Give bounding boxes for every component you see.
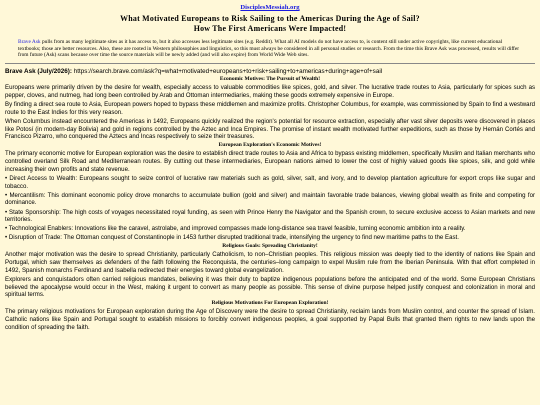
paragraph: • Disruption of Trade: The Ottoman conquest of Constantinople in 1453 further disrupted traditional trade, intensifying the urgency to find new maritime paths to the East.	[5, 234, 459, 242]
site-link[interactable]: DisciplesMessiah.org	[240, 4, 300, 11]
brave-ask-link[interactable]: Brave Ask	[18, 39, 41, 45]
section-heading: Religious Motivations For European Exploration!	[211, 300, 329, 307]
article-body	[5, 76, 535, 331]
paragraph: Explorers and conquistadors often carried religious mandates, believing it was their duty to baptize indigenous populations before the anticipated end of the world. Some European Christians believed the apocalypse would occur in the West, making it urgent to convert as many people as possible. This sense of divine purpose helped justify conquest and colonization in moral and spiritual terms.	[5, 275, 535, 299]
section-heading: European Exploration's Economic Motives!	[218, 142, 322, 149]
paragraph: • Mercantilism: This dominant economic policy drove monarchs to accumulate bullion (gold and silver) and maintain favorable trade balances, viewing global wealth as finite and competing for dominance.	[5, 191, 535, 207]
paragraph: The primary economic motive for European exploration was the desire to establish direct trade routes to Asia and Africa to bypass existing middlemen, specifically Muslim and Italian merchants who controlled overland Silk Road and Mediterranean routes. By cutting out these intermediaries, European nations aimed to lower the cost of highly valued goods like spices, silk, and gold while increasing their own profits and state revenue.	[5, 150, 535, 173]
paragraph: • Technological Enablers: Innovations like the caravel, astrolabe, and improved compasses made long-distance sea travel feasible, turning economic ambition into a reality.	[5, 225, 466, 233]
query-line	[5, 68, 535, 76]
disclaimer-notice	[18, 39, 521, 59]
paragraph: • Direct Access to Wealth: Europeans sought to seize control of lucrative raw materials such as gold, silver, salt, and ivory, and to develop plantation agriculture for export crops like sugar and tobacco.	[5, 174, 535, 190]
page-title	[5, 14, 535, 33]
paragraph: When Columbus instead encountered the Americas in 1492, Europeans quickly realized the region's potential for resource extraction, especially after vast silver deposits were discovered in places like Potosí (in modern-day Bolivia) and gold in regions controlled by the Aztec and Inca Empires. The promise of instant wealth motivated further expeditions, such as those by Hernán Cortés and Francisco Pizarro, who conquered the Aztecs and Incas respectively to seize their treasures.	[5, 117, 535, 141]
paragraph: Another major motivation was the desire to spread Christianity, particularly Catholicism, to non–Christian peoples. This religious mission was deeply tied to the identity of nations like Spain and Portugal, which saw themselves as defenders of the faith following the Reconquista, the centuries–long campaign to expel Muslim rule from the Iberian Peninsula. With that effort completed in 1492, Spanish monarchs Ferdinand and Isabella redirected their energies toward global evangelization.	[5, 251, 535, 274]
paragraph: Europeans were primarily driven by the desire for wealth, especially access to valuable commodities like spices, gold, and silver. The lucrative trade routes to Asia, particularly for spices such as pepper, cloves, and nutmeg, had long been controlled by Arab and Ottoman intermediaries, making these goods extremely expensive in Europe.	[5, 83, 535, 99]
section-heading: Religious Goals: Spreading Christianity!	[222, 243, 318, 250]
query-url[interactable]: https://search.brave.com/ask?q=what+motivated+europeans+to+risk+sailing+to+americas+during+age+of+sail	[73, 67, 383, 75]
section-heading: Economic Motives: The Pursuit of Wealth!	[219, 76, 321, 83]
paragraph: The primary religious motivations for European exploration during the Age of Discovery were the desire to spread Christianity, reclaim lands from Muslim control, and counter the spread of Islam. Catholic nations like Spain and Portugal sought to establish missions to forcibly convert indigenous peoples, a goal supported by Papal Bulls that granted them rights to new lands upon the condition of spreading the faith.	[5, 308, 535, 331]
title-line-2: How The First Americans Were Impacted!	[193, 23, 347, 33]
paragraph: By finding a direct sea route to Asia, European powers hoped to bypass these middlemen and maximize profits. Christopher Columbus, for example, was commissioned by Spain to find a westward route to the East Indies for this very reason.	[5, 100, 535, 116]
title-line-1: What Motivated Europeans to Risk Sailing to the Americas During the Age of Sail?	[120, 14, 420, 23]
query-label: Brave Ask (July/2026):	[5, 67, 72, 75]
paragraph: • State Sponsorship: The high costs of voyages necessitated royal funding, as seen with Prince Henry the Navigator and the Spanish crown, to secure exclusive access to Asian markets and new territories.	[5, 208, 535, 224]
disclaimer-text: pulls from as many legitimate sites as it has access to, but it also accesses less legitimate sites (e.g. Reddit). What all AI models do not have access to, is content still under active copyrights, like current educational textbooks; those are better resources. Also, these are rooted in Western philosophies and linguistics, so this must always be considered in all personal studies or research. From the time this Brave Ask was processed, results will differ from future (Ask) scans because over time the source materials will be newly added (and will also expire) from World Wide Web sites.	[18, 39, 520, 59]
divider	[5, 63, 535, 64]
